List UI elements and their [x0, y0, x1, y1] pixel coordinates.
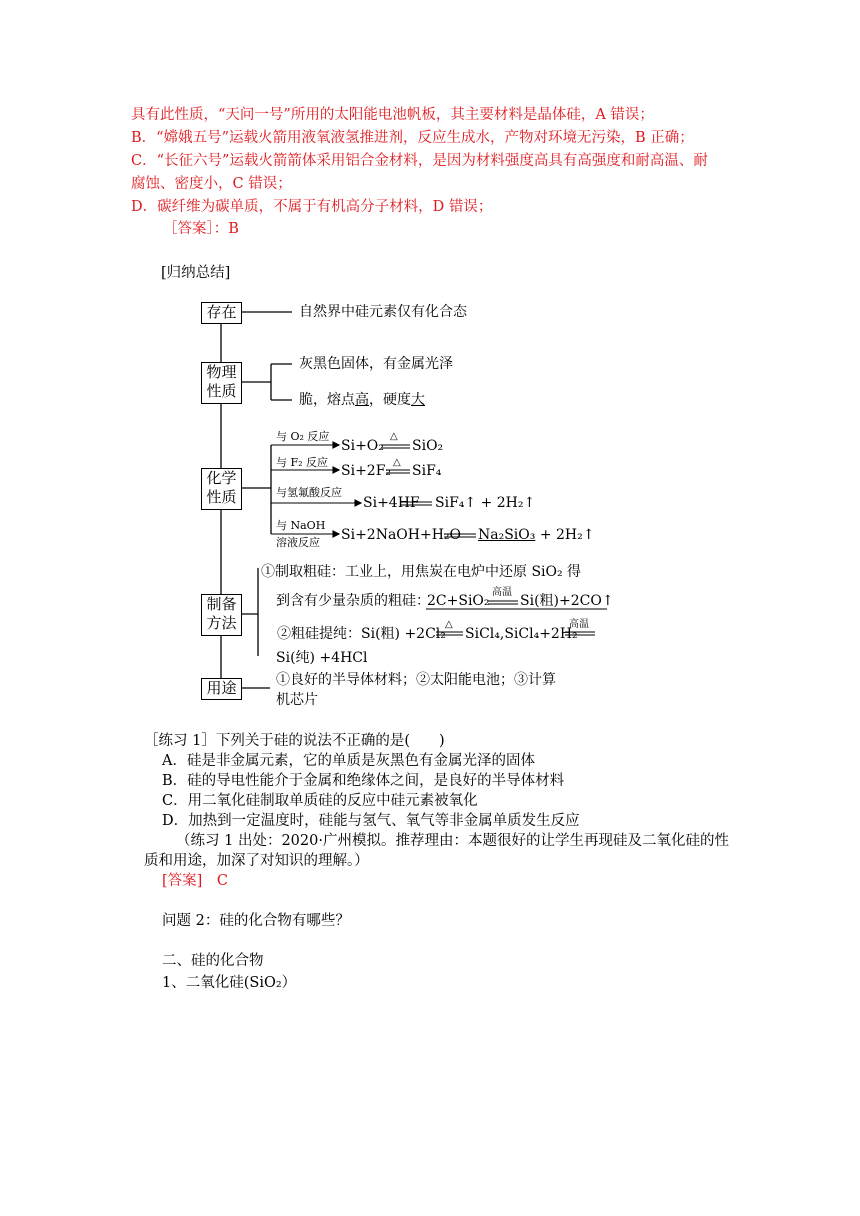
answer-line-c-cont: 腐蚀、密度小，C 错误； — [131, 176, 292, 192]
exercise-answer: [答案] C — [162, 873, 228, 889]
physical-property-2: 脆，熔点高，硬度大 — [299, 392, 425, 408]
question-2: 问题 2：硅的化合物有哪些？ — [162, 913, 350, 929]
answer-line-c: C．“长征六号”运载火箭箭体采用铝合金材料，是因为材料强度高具有高强度和耐高温、耐 — [131, 153, 708, 169]
exercise-note-line1: （练习 1 出处：2020·广州模拟。推荐理由：本题很好的让学生再现硅及二氧化硅的性 — [176, 833, 729, 849]
reaction-2-left: Si+2F₂ — [341, 463, 392, 479]
reaction-2-condition: △ — [393, 457, 401, 468]
preparation-1-eq-left: 2C+SiO₂ — [427, 593, 490, 609]
category-chemical-properties: 化学 性质 — [201, 468, 242, 510]
preparation-2-part2: SiCl₄,SiCl₄+2H₂ — [465, 626, 578, 642]
reaction-3-right: SiF₄↑ + 2H₂↑ — [435, 495, 536, 511]
reaction-4-left: Si+2NaOH+H₂O — [341, 527, 462, 543]
use-line-2: 机芯片 — [276, 692, 318, 708]
reaction-1-condition: △ — [390, 431, 398, 442]
reaction-4-label-line2: 溶液反应 — [276, 536, 320, 549]
exercise-option-d: D．加热到一定温度时，硅能与氢气、氧气等非金属单质发生反应 — [162, 813, 580, 829]
reaction-3-left: Si+4HF — [363, 495, 420, 511]
item-1-heading: 1、二氧化硅(SiO₂） — [162, 975, 297, 991]
category-use: 用途 — [201, 678, 242, 700]
reaction-4-right: Na₂SiO₃ + 2H₂↑ — [478, 527, 595, 543]
existence-text: 自然界中硅元素仅有化合态 — [299, 304, 467, 320]
preparation-2-condition-1: △ — [445, 619, 453, 630]
preparation-2-part3: Si(纯) +4HCl — [276, 650, 368, 666]
use-line-1: ①良好的半导体材料；②太阳能电池；③计算 — [276, 672, 556, 688]
category-existence: 存在 — [201, 302, 242, 324]
preparation-1-eq-right: Si(粗)+2CO↑ — [520, 593, 614, 609]
category-preparation: 制备 方法 — [201, 594, 242, 636]
reaction-1-label: 与 O₂ 反应 — [276, 430, 330, 443]
reaction-4-label-line1: 与 NaOH — [276, 519, 326, 532]
reaction-3-label: 与氢氟酸反应 — [276, 486, 342, 499]
answer-line-b: B．“嫦娥五号”运载火箭用液氧液氢推进剂，反应生成水，产物对环境无污染，B 正确； — [131, 130, 694, 146]
exercise-option-a: A．硅是非金属元素，它的单质是灰黑色有金属光泽的固体 — [162, 753, 535, 769]
exercise-option-b: B．硅的导电性能介于金属和绝缘体之间，是良好的半导体材料 — [162, 773, 565, 789]
exercise-stem: ［练习 1］下列关于硅的说法不正确的是( ) — [144, 733, 445, 749]
reaction-2-label: 与 F₂ 反应 — [276, 456, 329, 469]
section-heading: 二、硅的化合物 — [162, 953, 264, 969]
reaction-1-left: Si+O₂ — [341, 438, 384, 454]
preparation-1-line1: ①制取粗硅：工业上，用焦炭在电炉中还原 SiO₂ 得 — [261, 564, 582, 580]
reaction-2-right: SiF₄ — [412, 463, 442, 479]
answer-line-d: D．碳纤维为碳单质，不属于有机高分子材料，D 错误； — [131, 199, 493, 215]
exercise-option-c: C．用二氧化硅制取单质硅的反应中硅元素被氧化 — [162, 793, 478, 809]
preparation-1-condition: 高温 — [492, 587, 512, 598]
exercise-note-line2: 质和用途，加深了对知识的理解。） — [144, 853, 369, 869]
summary-title: [归纳总结] — [161, 265, 231, 281]
preparation-2-part1: ②粗硅提纯：Si(粗) +2Cl₂ — [277, 626, 446, 642]
answer-line-1: 具有此性质，“天问一号”所用的太阳能电池帆板，其主要材料是晶体硅，A 错误； — [131, 107, 654, 123]
physical-property-1: 灰黑色固体，有金属光泽 — [299, 356, 453, 372]
preparation-1-line2: 到含有少量杂质的粗硅： — [276, 593, 430, 609]
category-physical-properties: 物理 性质 — [201, 362, 242, 404]
reaction-1-right: SiO₂ — [412, 438, 444, 454]
answer-label: ［答案］：B — [163, 221, 239, 237]
preparation-2-condition-2: 高温 — [569, 619, 589, 630]
